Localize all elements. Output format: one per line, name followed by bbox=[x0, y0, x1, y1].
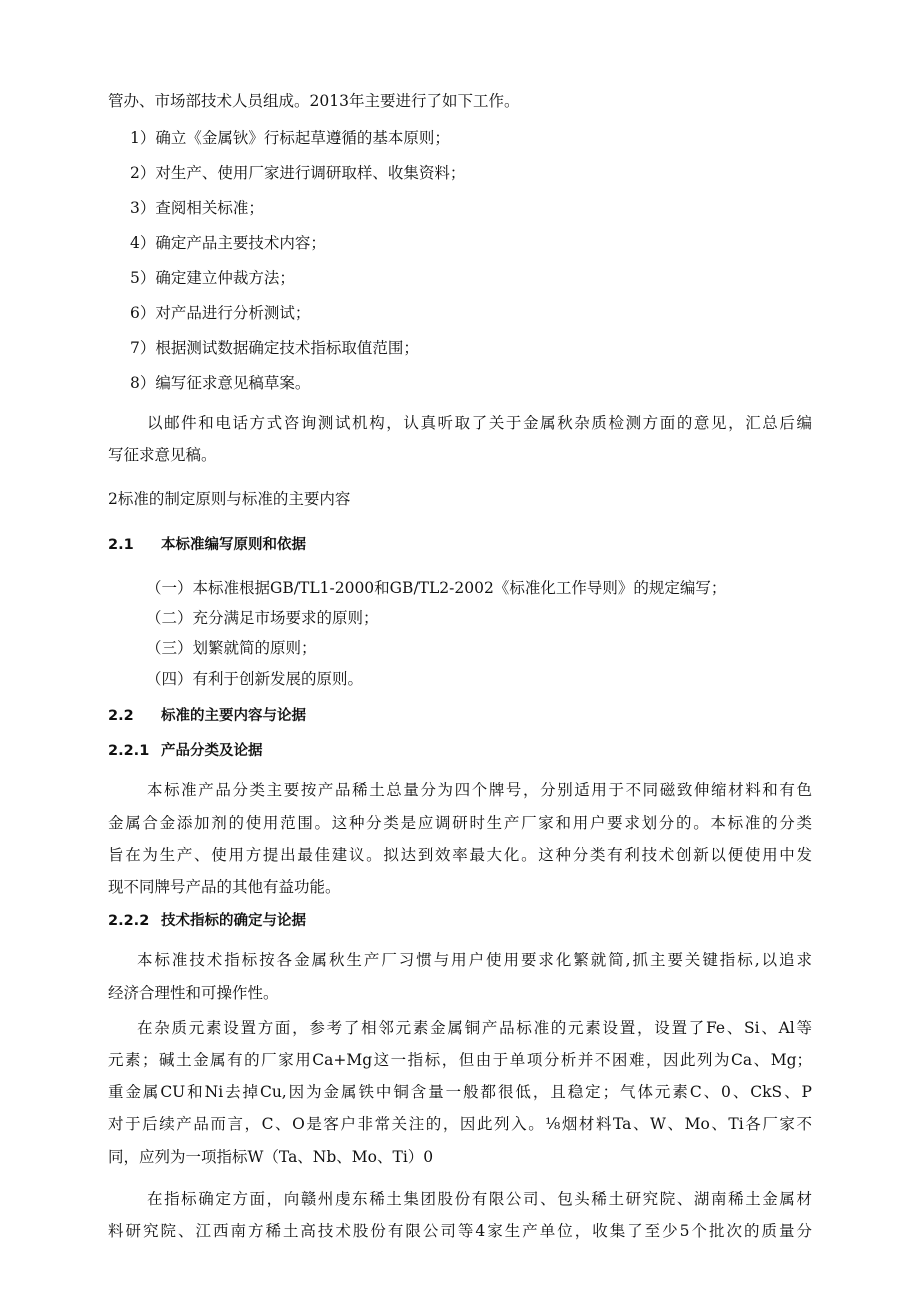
subsubsection-title: 技术指标的确定与论据 bbox=[161, 913, 306, 929]
impurity-paragraph-line: 同，应列为一项指标W（Ta、Nb、Mo、Ti）0 bbox=[108, 1148, 434, 1166]
classify-paragraph-line: 本标准产品分类主要按产品稀土总量分为四个牌号，分别适用于不同磁致伸缩材料和有色 bbox=[147, 781, 812, 799]
subsection-number: 2.1 bbox=[108, 537, 134, 553]
principle-item: （四）有利于创新发展的原则。 bbox=[146, 670, 364, 688]
principle-item: （三）划繁就简的原则； bbox=[146, 639, 317, 657]
tech-paragraph-line: 经济合理性和可操作性。 bbox=[108, 984, 279, 1002]
principle-item: （一）本标准根据GB/TL1-2000和GB/TL2-2002《标准化工作导则》的规定编写； bbox=[146, 579, 727, 597]
subsection-title: 本标准编写原则和依据 bbox=[161, 537, 306, 553]
subsection-number: 2.2 bbox=[108, 708, 134, 724]
work-item: 4）确定产品主要技术内容； bbox=[130, 234, 326, 252]
subsubsection-number: 2.2.2 bbox=[108, 913, 150, 929]
principle-item: （二）充分满足市场要求的原则； bbox=[146, 609, 379, 627]
work-item: 7）根据测试数据确定技术指标取值范围； bbox=[130, 339, 419, 357]
indicator-paragraph-line: 料研究院、江西南方稀土高技术股份有限公司等4家生产单位，收集了至少5个批次的质量分 bbox=[108, 1222, 812, 1240]
tech-paragraph-line: 本标准技术指标按各金属秋生产厂习惯与用户使用要求化繁就简,抓主要关键指标,以追求 bbox=[137, 951, 812, 969]
work-item: 1）确立《金属钬》行标起草遵循的基本原则； bbox=[130, 129, 450, 147]
classify-paragraph-line: 旨在为生产、使用方提出最佳建议。拟达到效率最大化。这种分类有利技术创新以便使用中发 bbox=[108, 846, 812, 864]
work-item: 6）对产品进行分析测试； bbox=[130, 304, 311, 322]
work-item: 5）确定建立仲裁方法； bbox=[130, 269, 295, 287]
classify-paragraph-line: 金属合金添加剂的使用范围。这种分类是应调研时生产厂家和用户要求划分的。本标准的分类 bbox=[108, 814, 812, 832]
impurity-paragraph-line: 重金属CU和Ni去掉Cu,因为金属铁中铜含量一般都很低，且稳定；气体元素C、0、CkS、P bbox=[108, 1083, 812, 1101]
impurity-paragraph-line: 对于后续产品而言，C、O是客户非常关注的，因此列入。⅛烟材料Ta、W、Mo、Ti各厂家不 bbox=[108, 1115, 812, 1133]
subsubsection-title: 产品分类及论据 bbox=[161, 743, 263, 759]
section-heading: 2标准的制定原则与标准的主要内容 bbox=[108, 490, 351, 508]
work-item: 8）编写征求意见稿草案。 bbox=[130, 374, 311, 392]
subsubsection-number: 2.2.1 bbox=[108, 743, 150, 759]
impurity-paragraph-line: 元素；碱土金属有的厂家用Ca+Mg这一指标，但由于单项分析并不困难，因此列为Ca、Mg； bbox=[108, 1051, 812, 1069]
consult-paragraph-line: 写征求意见稿。 bbox=[108, 446, 217, 464]
work-item: 3）查阅相关标准； bbox=[130, 199, 264, 217]
work-item: 2）对生产、使用厂家进行调研取样、收集资料； bbox=[130, 164, 466, 182]
indicator-paragraph-line: 在指标确定方面，向赣州虔东稀土集团股份有限公司、包头稀土研究院、湖南稀土金属材 bbox=[147, 1190, 812, 1208]
consult-paragraph-line: 以邮件和电话方式咨询测试机构，认真听取了关于金属秋杂质检测方面的意见，汇总后编 bbox=[147, 414, 812, 432]
classify-paragraph-line: 现不同牌号产品的其他有益功能。 bbox=[108, 878, 341, 896]
intro-line: 管办、市场部技术人员组成。2013年主要进行了如下工作。 bbox=[108, 92, 520, 110]
subsection-title: 标准的主要内容与论据 bbox=[161, 708, 306, 724]
impurity-paragraph-line: 在杂质元素设置方面，参考了相邻元素金属铜产品标准的元素设置，设置了Fe、Si、Al等 bbox=[137, 1019, 812, 1037]
